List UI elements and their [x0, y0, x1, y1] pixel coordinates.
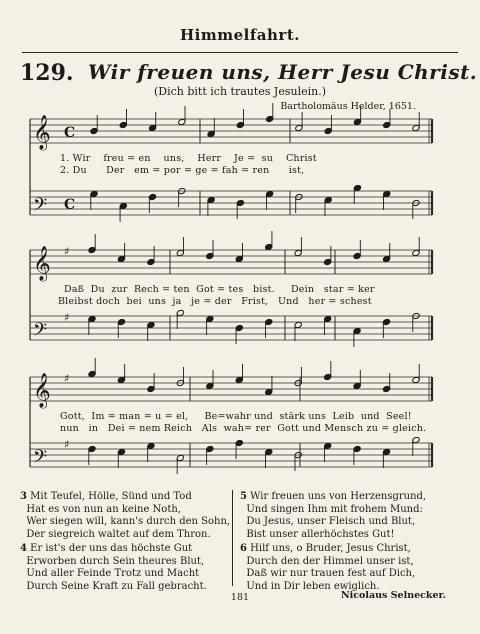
stanza-3 [20, 491, 230, 541]
common-time-icon: C [64, 197, 76, 213]
tune-name: (Dich bitt ich trautes Jesulein.) [154, 85, 326, 98]
stanza-line: Er ist's der uns das höchste Gut [30, 543, 193, 554]
stanza-line: Daß wir nur trauen fest auf Dich, [246, 568, 416, 579]
stanza-line: Hat es von nun an keine Noth, [26, 503, 181, 515]
common-time-icon: C [64, 125, 76, 141]
stanza-line: Durch Seine Kraft zu Fall gebracht. [26, 580, 207, 592]
page-number: 181 [230, 592, 250, 603]
lyric-line-1b: 2. Du Der em = por = ge = fah = ren ist, [60, 165, 305, 176]
stanza-line: Mit Teufel, Hölle, Sünd und Tod [30, 491, 192, 502]
sharp-icon: ♯ [64, 245, 70, 258]
lyric-line-3a: Gott, Im = man = u = el, Be=wahr und stärk uns Leib und Seel! [60, 411, 412, 422]
section-title: Himmelfahrt. [180, 26, 300, 44]
stanza-4 [20, 543, 207, 593]
sharp-icon: ♯ [64, 372, 70, 385]
treble-clef-icon: 𝄞 [33, 115, 51, 150]
stanza-number: 3 [20, 491, 27, 502]
bass-clef-icon: 𝄢 [33, 447, 48, 472]
sharp-icon: ♯ [64, 311, 70, 324]
hymn-title: Wir freuen uns, Herr Jesu Christ. [88, 60, 478, 84]
hymn-number: 129. [20, 60, 74, 86]
stanza-number: 6 [240, 543, 247, 554]
composer: Bartholomäus Helder, 1651. [280, 101, 416, 112]
sharp-icon: ♯ [64, 438, 70, 451]
lyric-line-2a: Daß Du zur Rech = ten Got = tes bist. Dein star = ker [64, 284, 375, 295]
stanza-divider [232, 490, 233, 586]
stanza-line: Und in Dir leben ewiglich. [246, 580, 380, 592]
lyric-line-1a: 1. Wir freu = en uns, Herr Je = su Christ [60, 153, 317, 164]
stanza-6 [240, 543, 415, 593]
lyric-line-3b: nun in Dei = nem Reich Als wah= rer Gott und Mensch zu = gleich. [60, 423, 427, 434]
stanza-line: Und aller Feinde Trotz und Macht [26, 568, 200, 579]
bass-clef-icon: 𝄢 [33, 195, 48, 220]
stanza-line: Und singen Ihm mit frohem Mund: [246, 503, 423, 515]
stanza-line: Hilf uns, o Bruder, Jesus Christ, [250, 543, 411, 554]
stanza-line: Durch den der Himmel unser ist, [246, 555, 414, 567]
stanza-number: 5 [240, 491, 247, 502]
stanza-number: 4 [20, 543, 27, 554]
stanza-line: Der siegreich waltet auf dem Thron. [26, 528, 211, 540]
lyric-line-2b: Bleibst doch bei uns ja je = der Frist, Und her = schest [58, 296, 372, 307]
stanza-line: Wer siegen will, kann's durch den Sohn, [26, 516, 231, 527]
stanza-5 [240, 491, 426, 541]
bass-clef-icon: 𝄢 [33, 320, 48, 345]
text-author: Nicolaus Selnecker. [340, 590, 446, 601]
stanza-line: Wir freuen uns von Herzensgrund, [250, 491, 427, 502]
stanza-line: Erworben durch Sein theures Blut, [26, 555, 205, 567]
treble-clef-icon: 𝄞 [33, 246, 51, 281]
stanza-line: Du Jesus, unser Fleisch und Blut, [246, 516, 416, 527]
stanza-line: Bist unser allerhöchstes Gut! [246, 528, 395, 540]
treble-clef-icon: 𝄞 [33, 373, 51, 408]
